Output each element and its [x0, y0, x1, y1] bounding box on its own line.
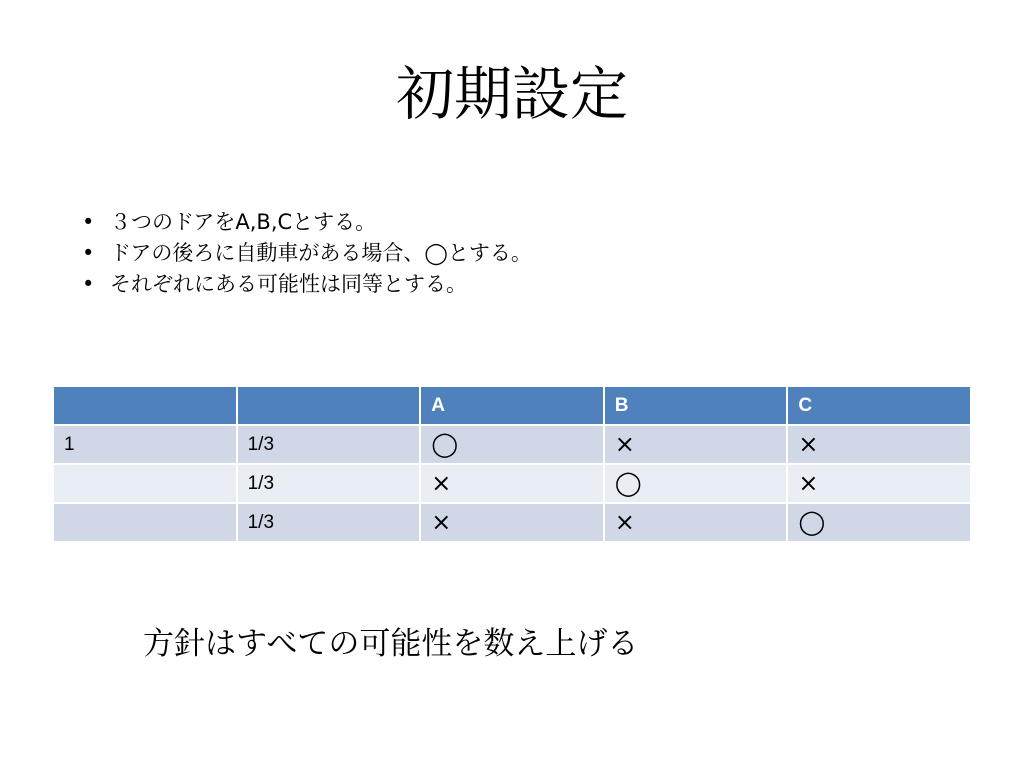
table-row: [53, 503, 971, 542]
bullet-item: [80, 238, 532, 269]
table-cell: [787, 464, 971, 503]
header-cell-c: C: [787, 386, 971, 425]
mark-symbol: ◯: [798, 507, 826, 536]
mark-symbol: ×: [431, 468, 452, 497]
table-cell: [604, 425, 788, 464]
table-cell: [787, 425, 971, 464]
table-cell: [420, 464, 604, 503]
mark-symbol: ×: [798, 429, 819, 458]
table-cell: [604, 464, 788, 503]
table-header-row: [53, 386, 971, 425]
mark-symbol: ◯: [614, 468, 642, 497]
header-cell: [53, 386, 237, 425]
table-row: [53, 425, 971, 464]
header-cell-a: A: [420, 386, 604, 425]
mark-symbol: ×: [798, 468, 819, 497]
table-cell: 1/3: [237, 425, 421, 464]
table-cell: [420, 503, 604, 542]
header-cell-b: B: [604, 386, 788, 425]
table-cell: [604, 503, 788, 542]
table-cell: [420, 425, 604, 464]
bullet-list: [80, 207, 532, 300]
table-cell: [53, 503, 237, 542]
slide-title: 初期設定: [395, 60, 628, 128]
mark-symbol: ×: [614, 429, 635, 458]
bullet-item: [80, 269, 532, 300]
bullet-text: ドアの後ろに自動車がある場合、◯とする。: [110, 241, 532, 265]
bullet-dot-icon: •: [82, 272, 95, 296]
header-cell: [237, 386, 421, 425]
summary-text: 方針はすべての可能性を数え上げる: [143, 626, 639, 662]
mark-symbol: ◯: [431, 429, 459, 458]
probability-table: [52, 385, 972, 543]
table-row: [53, 464, 971, 503]
table-cell: 1: [53, 425, 237, 464]
bullet-dot-icon: •: [82, 241, 95, 265]
bullet-text: ３つのドアをA,B,Cとする。: [110, 210, 377, 234]
mark-symbol: ×: [431, 507, 452, 536]
bullet-text: それぞれにある可能性は同等とする。: [110, 272, 467, 296]
table-cell: 1/3: [237, 464, 421, 503]
bullet-dot-icon: •: [82, 210, 95, 234]
table-cell: 1/3: [237, 503, 421, 542]
bullet-item: [80, 207, 532, 238]
table-cell: [787, 503, 971, 542]
table-cell: [53, 464, 237, 503]
mark-symbol: ×: [614, 507, 635, 536]
